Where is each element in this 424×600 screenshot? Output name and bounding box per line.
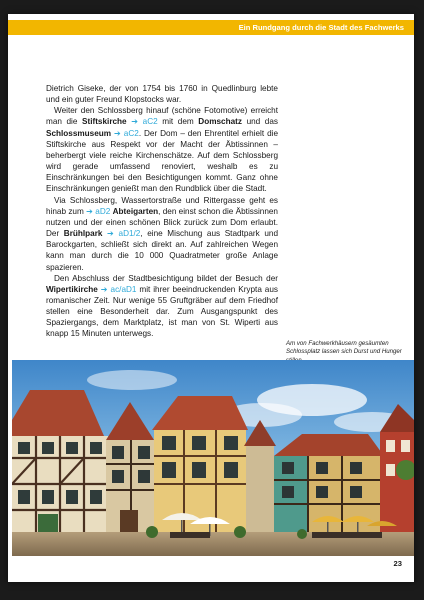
photo-caption: Am von Fachwerkhäusern gesäumten Schlossplatz lassen sich Durst und Hunger [286,340,402,356]
arrow-icon: ➔ [86,206,93,216]
poi-wipertikirche: Wipertikirche [46,284,98,294]
arrow-icon: ➔ [131,117,139,127]
arrow-icon: ➔ [100,284,108,294]
map-ref-stiftskirche: ➔ aC2 [131,117,158,127]
paragraph-3: Via Schlossberg, Wassertorstraße und Rittergasse geht es hinab zum ➔ aD2 Abteigarten, den einst schon die Äbtissinnen nutzen und der einen schönen Blick zurück zum Dom erlaubt. Der Brühlpark ➔ aD1/2, eine Mischung aus Stadtpark und Barockgarten, schließt sich direkt an. Auf zahlreichen Wegen kann man durch die 10 000 Quadratmeter große Anlage spazieren. [46,195,279,272]
schlossplatz-photo [12,360,414,556]
poi-abteigarten: Abteigarten [112,206,159,216]
paragraph-1: Dietrich Giseke, der von 1754 bis 1760 in Quedlinburg lebte und ein guter Freund Klopstocks war. [46,84,278,105]
body-text-column [46,83,278,340]
page-number: 23 [393,559,402,568]
map-ref-abteigarten: ➔ aD2 [86,206,111,216]
map-ref-schlossmuseum: ➔ aC2 [114,128,139,138]
chapter-title: Ein Rundgang durch die Stadt des Fachwerks [238,23,404,32]
book-page [8,14,414,582]
poi-stiftskirche: Stiftskirche [82,117,127,127]
chapter-header-bar [8,20,414,35]
paragraph-4: Den Abschluss der Stadtbesichtigung bildet der Besuch der Wipertikirche ➔ ac/aD1 mit ihrer beeindruckenden Krypta aus romanischer Zeit. Nur wenige 55 Gruftgräber auf dem Friedhof stellen eine Besonderheit dar. Zum Ausgangspunkt des Spaziergangs, dem Marktplatz, ist man von St. Wiperti aus knapp 15 Minuten unterwegs. [46,273,279,339]
poi-schlossmuseum: Schlossmuseum [46,128,112,138]
poi-domschatz: Domschatz [198,117,242,127]
paragraph-2: Weiter den Schlossberg hinauf (schöne Fotomotive) erreicht man die Stiftskirche ➔ aC2 mit dem Domschatz und das Schlossmuseum ➔ aC2. Der Dom – den Ehrentitel erhielt die Stiftskirche aus Respekt vor der Macht der Äbtissinnen – beherbergt viele reiche Kirchenschätze. Auf dem Schlossberg wird gerade umfassend renoviert, weshalb es zu Einschränkungen bei den Besichtigungen kommt. Ganz ohne Einschränkungen genießt man den Rundblick über die Stadt. [46,106,279,194]
arrow-icon: ➔ [114,128,121,138]
map-ref-bruehlpark: ➔ aD1/2 [107,229,141,239]
poi-bruehlpark: Brühlpark [63,229,103,239]
arrow-icon: ➔ [107,229,114,239]
map-ref-wipertikirche: ➔ ac/aD1 [100,284,137,294]
